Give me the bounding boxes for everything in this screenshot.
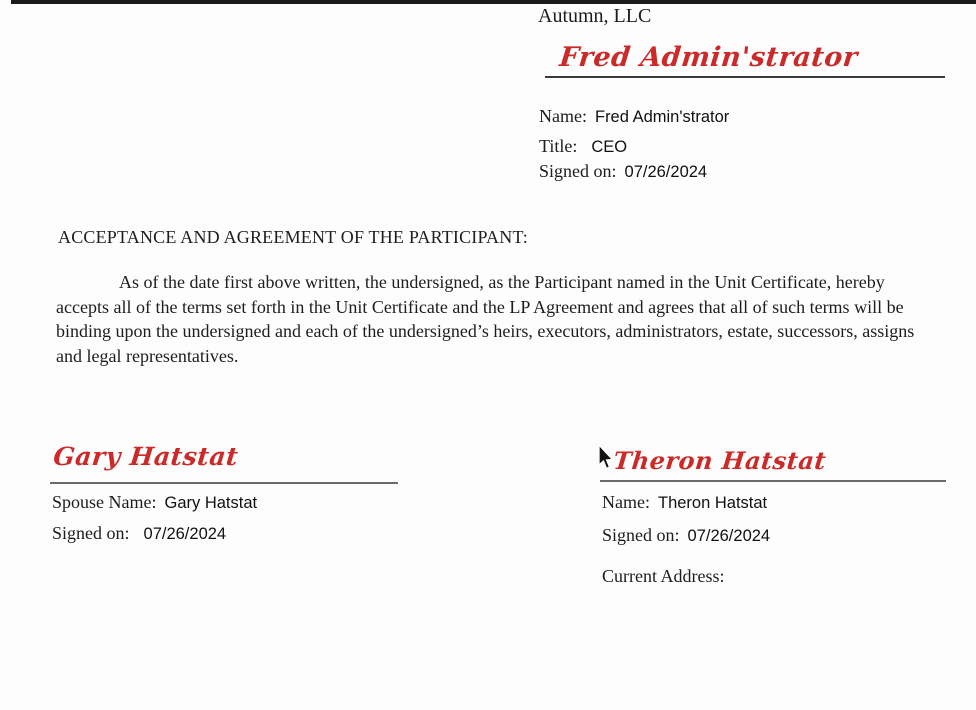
company-name: Autumn, LLC <box>538 5 652 27</box>
officer-signed-on-row <box>539 160 707 182</box>
officer-title-row <box>539 136 627 157</box>
participant-name-row <box>602 492 767 513</box>
officer-signature-line <box>545 76 945 78</box>
spouse-name-label: Spouse Name: <box>52 492 157 512</box>
participant-signed-on-row <box>602 524 770 546</box>
spouse-signed-on-row <box>52 522 226 544</box>
participant-signature-script: Theron Hatstat <box>612 446 828 475</box>
officer-name-label: Name: <box>539 106 587 126</box>
acceptance-heading: ACCEPTANCE AND AGREEMENT OF THE PARTICIPANT: <box>58 227 528 247</box>
spouse-name-value: Gary Hatstat <box>164 494 258 512</box>
spouse-name-row <box>52 492 257 513</box>
participant-signed-on-label: Signed on: <box>602 525 680 545</box>
spouse-signed-on-value: 07/26/2024 <box>143 525 227 543</box>
officer-title-value: CEO <box>591 138 628 156</box>
spouse-signed-on-label: Signed on: <box>52 523 130 543</box>
participant-signature-line <box>600 480 946 482</box>
spouse-signature-script: Gary Hatstat <box>52 442 240 471</box>
officer-signed-on-label: Signed on: <box>539 161 617 181</box>
officer-signature-script: Fred Admin'strator <box>558 42 860 73</box>
participant-address-label: Current Address: <box>602 566 725 586</box>
acceptance-body-paragraph: As of the date first above written, the undersigned, as the Participant named in the Unit Certificate, hereby accepts all of the terms set forth in the Unit Certificate and the LP Agreement and agrees that all of such terms will be binding upon the undersigned and each of the undersigned’s heirs, executors, administrators, estate, successors, assigns and legal representatives. <box>56 272 915 366</box>
participant-signed-on-value: 07/26/2024 <box>687 527 771 545</box>
officer-name-value: Fred Admin'strator <box>594 108 730 126</box>
officer-signed-on-value: 07/26/2024 <box>624 163 708 181</box>
window-top-edge <box>11 0 976 4</box>
spouse-signature-line <box>50 482 398 484</box>
officer-name-row <box>539 106 729 127</box>
participant-name-value: Theron Hatstat <box>657 494 768 512</box>
participant-name-label: Name: <box>602 492 650 512</box>
officer-title-label: Title: <box>539 136 578 156</box>
